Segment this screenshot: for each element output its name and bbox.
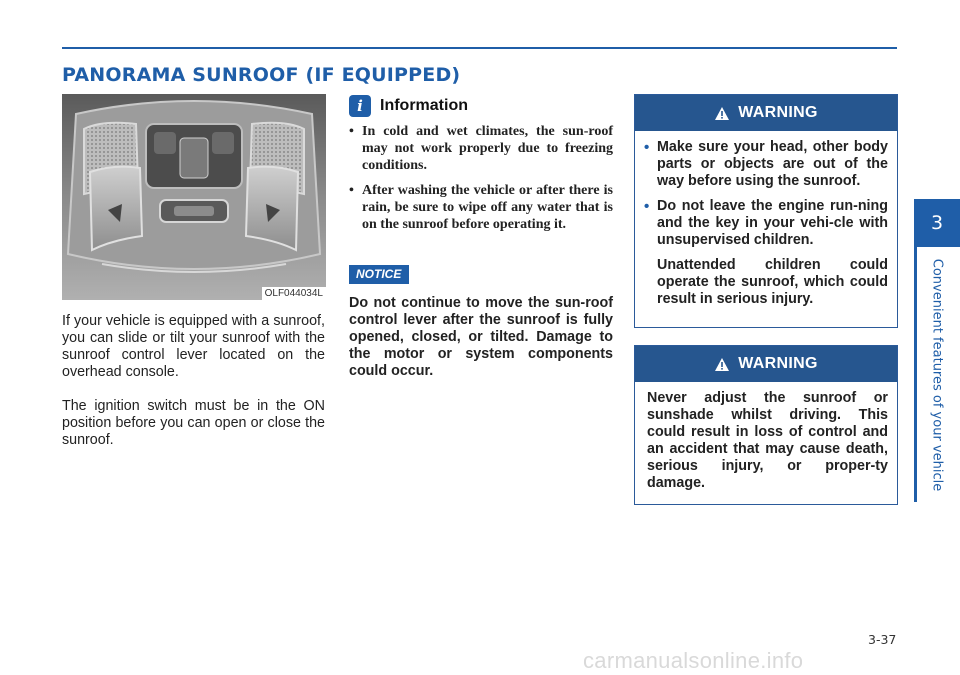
notice-text: Do not continue to move the sun-roof control lever after the sunroof is fully opened, closed, or tilted. Damage to the motor or system components could occur. bbox=[349, 295, 613, 379]
information-item: • In cold and wet climates, the sun-roof may not work properly due to freezing conditions. bbox=[349, 124, 613, 173]
watermark: carmanualsonline.info bbox=[583, 648, 804, 673]
page-number: 3-37 bbox=[868, 632, 897, 647]
warning-triangle-icon bbox=[714, 106, 730, 121]
overhead-console-illustration bbox=[62, 94, 326, 300]
warning-box-2 bbox=[634, 345, 898, 505]
warning-box-1 bbox=[634, 94, 898, 328]
information-item: • After washing the vehicle or after there is rain, be sure to wipe off any water that is on the sunroof before operating it. bbox=[349, 183, 613, 232]
ignition-paragraph: The ignition switch must be in the ON position before you can open or close the sunroof. bbox=[62, 398, 325, 448]
chapter-side-line bbox=[914, 247, 917, 502]
information-heading bbox=[349, 95, 468, 117]
warning-item: • Do not leave the engine run-ning and the key in your vehi-cle with unsupervised children. bbox=[657, 198, 888, 249]
warning-item: • Make sure your head, other body parts or objects are out of the way before using the sunroof. bbox=[657, 139, 888, 190]
information-icon: i bbox=[349, 95, 371, 117]
warning-triangle-icon bbox=[714, 357, 730, 372]
photo-code: OLF044034L bbox=[262, 287, 326, 300]
warning-header bbox=[635, 346, 897, 382]
information-title: Information bbox=[380, 97, 468, 114]
warning-label: WARNING bbox=[738, 355, 818, 372]
information-list bbox=[349, 123, 613, 241]
overhead-console-photo bbox=[62, 94, 326, 300]
notice-badge: NOTICE bbox=[349, 265, 409, 284]
chapter-number-tab: 3 bbox=[914, 199, 960, 247]
intro-paragraph: If your vehicle is equipped with a sunroof, you can slide or tilt your sunroof with the sunroof control lever located on the overhead console. bbox=[62, 313, 325, 380]
section-title: PANORAMA SUNROOF (IF EQUIPPED) bbox=[62, 64, 461, 86]
warning-header bbox=[635, 95, 897, 131]
warning-text: Never adjust the sunroof or sunshade whilst driving. This could result in loss of control and an accident that may cause death, serious injury, or proper-ty damage. bbox=[647, 390, 888, 491]
top-rule bbox=[62, 47, 897, 49]
warning-label: WARNING bbox=[738, 104, 818, 121]
chapter-name: Convenient features of your vehicle bbox=[929, 258, 945, 492]
warning-extra: Unattended children could operate the sunroof, which could result in serious injury. bbox=[657, 257, 888, 307]
